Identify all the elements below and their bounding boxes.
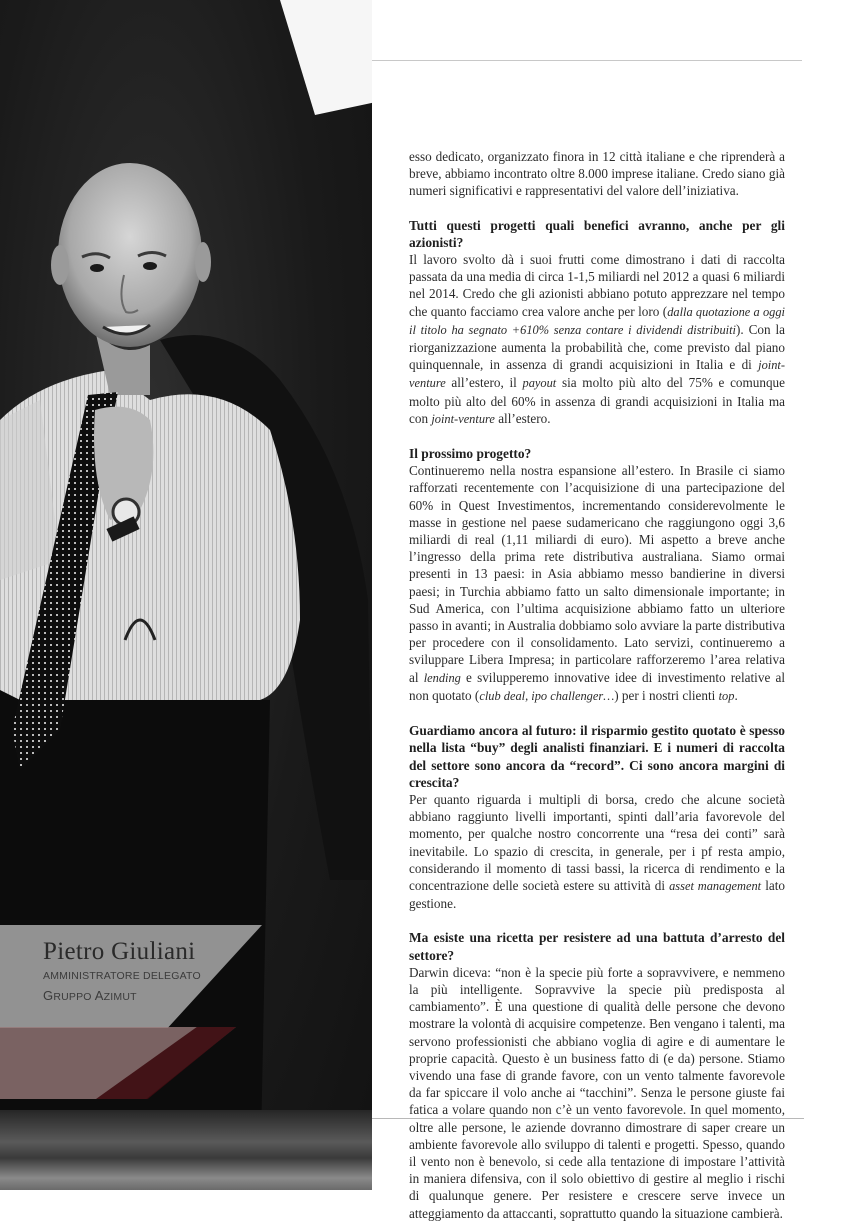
bottom-divider	[372, 1118, 804, 1119]
answer-paragraph: Per quanto riguarda i multipli di borsa, credo che alcune società abbiano raggiunto livelli importanti, spinti dall’aria favorevole del momento, per qualche nostro concorrente una “resa dei conti” sarà inevitabile. Lo spazio di crescita, in generale, per i pf resta ampio, considerando il momento di tassi bassi, la ricerca di rendimento e la concentrazione delle società estere su attività di asset management lato gestione.	[409, 791, 785, 912]
portrait-photo	[0, 0, 372, 1190]
answer-paragraph: Il lavoro svolto dà i suoi frutti come dimostrano i dati di raccolta passata da una media di circa 1-1,5 miliardi nel 2012 a quasi 6 miliardi nel 2014. Credo che gli azionisti abbiano potuto apprezzare nel tempo che quanto facciamo crea valore anche per loro (dalla quotazione a oggi il titolo ha segnato +610% senza contare i dividendi distribuiti). Con la riorganizzazione aumenta la probabilità che, come previsto dal piano quinquennale, in assenza di grandi acquisizioni in Italia e di joint-venture all’estero, il payout sia molto più alto del 75% e comunque molto più alto del 60% in assenza di grandi acquisizioni in Italia ma con joint-venture all’estero.	[409, 252, 786, 426]
answer-paragraph: Continueremo nella nostra espansione all’estero. In Brasile ci siamo rafforzati recentemente con l’acquisizione di una partecipazione del 60% in Quest Investimentos, incrementando considerevolmente le masse in gestione nel paese sudamericano che raggiungono oggi 3,6 miliardi di real (1,11 miliardi di euro). Mi aspetto a breve anche l’ingresso della prima rete distributiva australiana. Siamo ormai presenti in 13 paesi: in Asia abbiamo messo bandierine in diversi paesi; in Turchia abbiamo fatto un salto dimensionale importante; in Sud America, con l’ultima acquisizione abbiamo fatto un ulteriore passo in avanti; in Australia dobbiamo solo avviare la parte distributiva per procedere con il consolidamento. Lato servizi, continueremo a sviluppare Libera Impresa; in particolare rafforzeremo l’area relativa al lending e svilupperemo innovative idee di investimento relative al non quotato (club deal, ipo challenger…) per i nostri clienti top.	[409, 463, 785, 703]
person-role: AMMINISTRATORE DELEGATO	[43, 970, 201, 982]
interview-article	[409, 148, 785, 1222]
person-name: Pietro Giuliani	[43, 938, 196, 965]
question-heading: Il prossimo progetto?	[409, 446, 532, 462]
question-heading: Ma esiste una ricetta per resistere ad una battuta d’arresto del settore?	[409, 930, 785, 963]
floor-shadow	[0, 1110, 372, 1190]
top-divider	[372, 60, 802, 61]
question-heading: Tutti questi progetti quali benefici avranno, anche per gli azionisti?	[409, 217, 785, 250]
answer-paragraph: Darwin diceva: “non è la specie più forte a sopravvivere, e nemmeno la più intelligente. Sopravvive la specie più predisposta al cambiamento”. È una questione di qualità delle persone che devono mostrare la volontà di acquisire competenze. Ben vengano i talenti, ma servono professionisti che abbiano voglia di agire e di aumentare le proprie capacità. Questo è un business fatto di (e da) persone. Stiamo vivendo una fase di grande favore, con un vento talmente favorevole da far spiccare il volo anche ai “tacchini”. Senza le persone giuste fai fatica a volare quando non c’è un vento favorevole. In quel momento, oltre alle persone, le aziende dovranno dimostrare di saper creare un ambiente favorevole allo sviluppo di talenti e progetti. Spesso, quando il vento non è benevolo, si cede alla tentazione di impostare l’attività in maniera difensiva, con il solo obiettivo di gestire al meglio i rischi di qualunque genere. Per resistere e crescere serve invece un atteggiamento da attaccanti, soprattutto quando la situazione cambierà.	[409, 964, 785, 1221]
intro-paragraph: esso dedicato, organizzato finora in 12 città italiane e che riprenderà a breve, abbiamo incontrato oltre 8.000 imprese italiane. Credo siano già numeri significativi e rappresentativi del valore dell’iniziativa.	[409, 149, 785, 199]
question-heading: Guardiamo ancora al futuro: il risparmio gestito quotato è spesso nella lista “buy” degli analisti finanziari. E i numeri di raccolta del settore sono ancora da “record”. Ci sono ancora margini di crescita?	[409, 723, 785, 790]
person-company: GRUPPO AZIMUT	[43, 988, 137, 1003]
